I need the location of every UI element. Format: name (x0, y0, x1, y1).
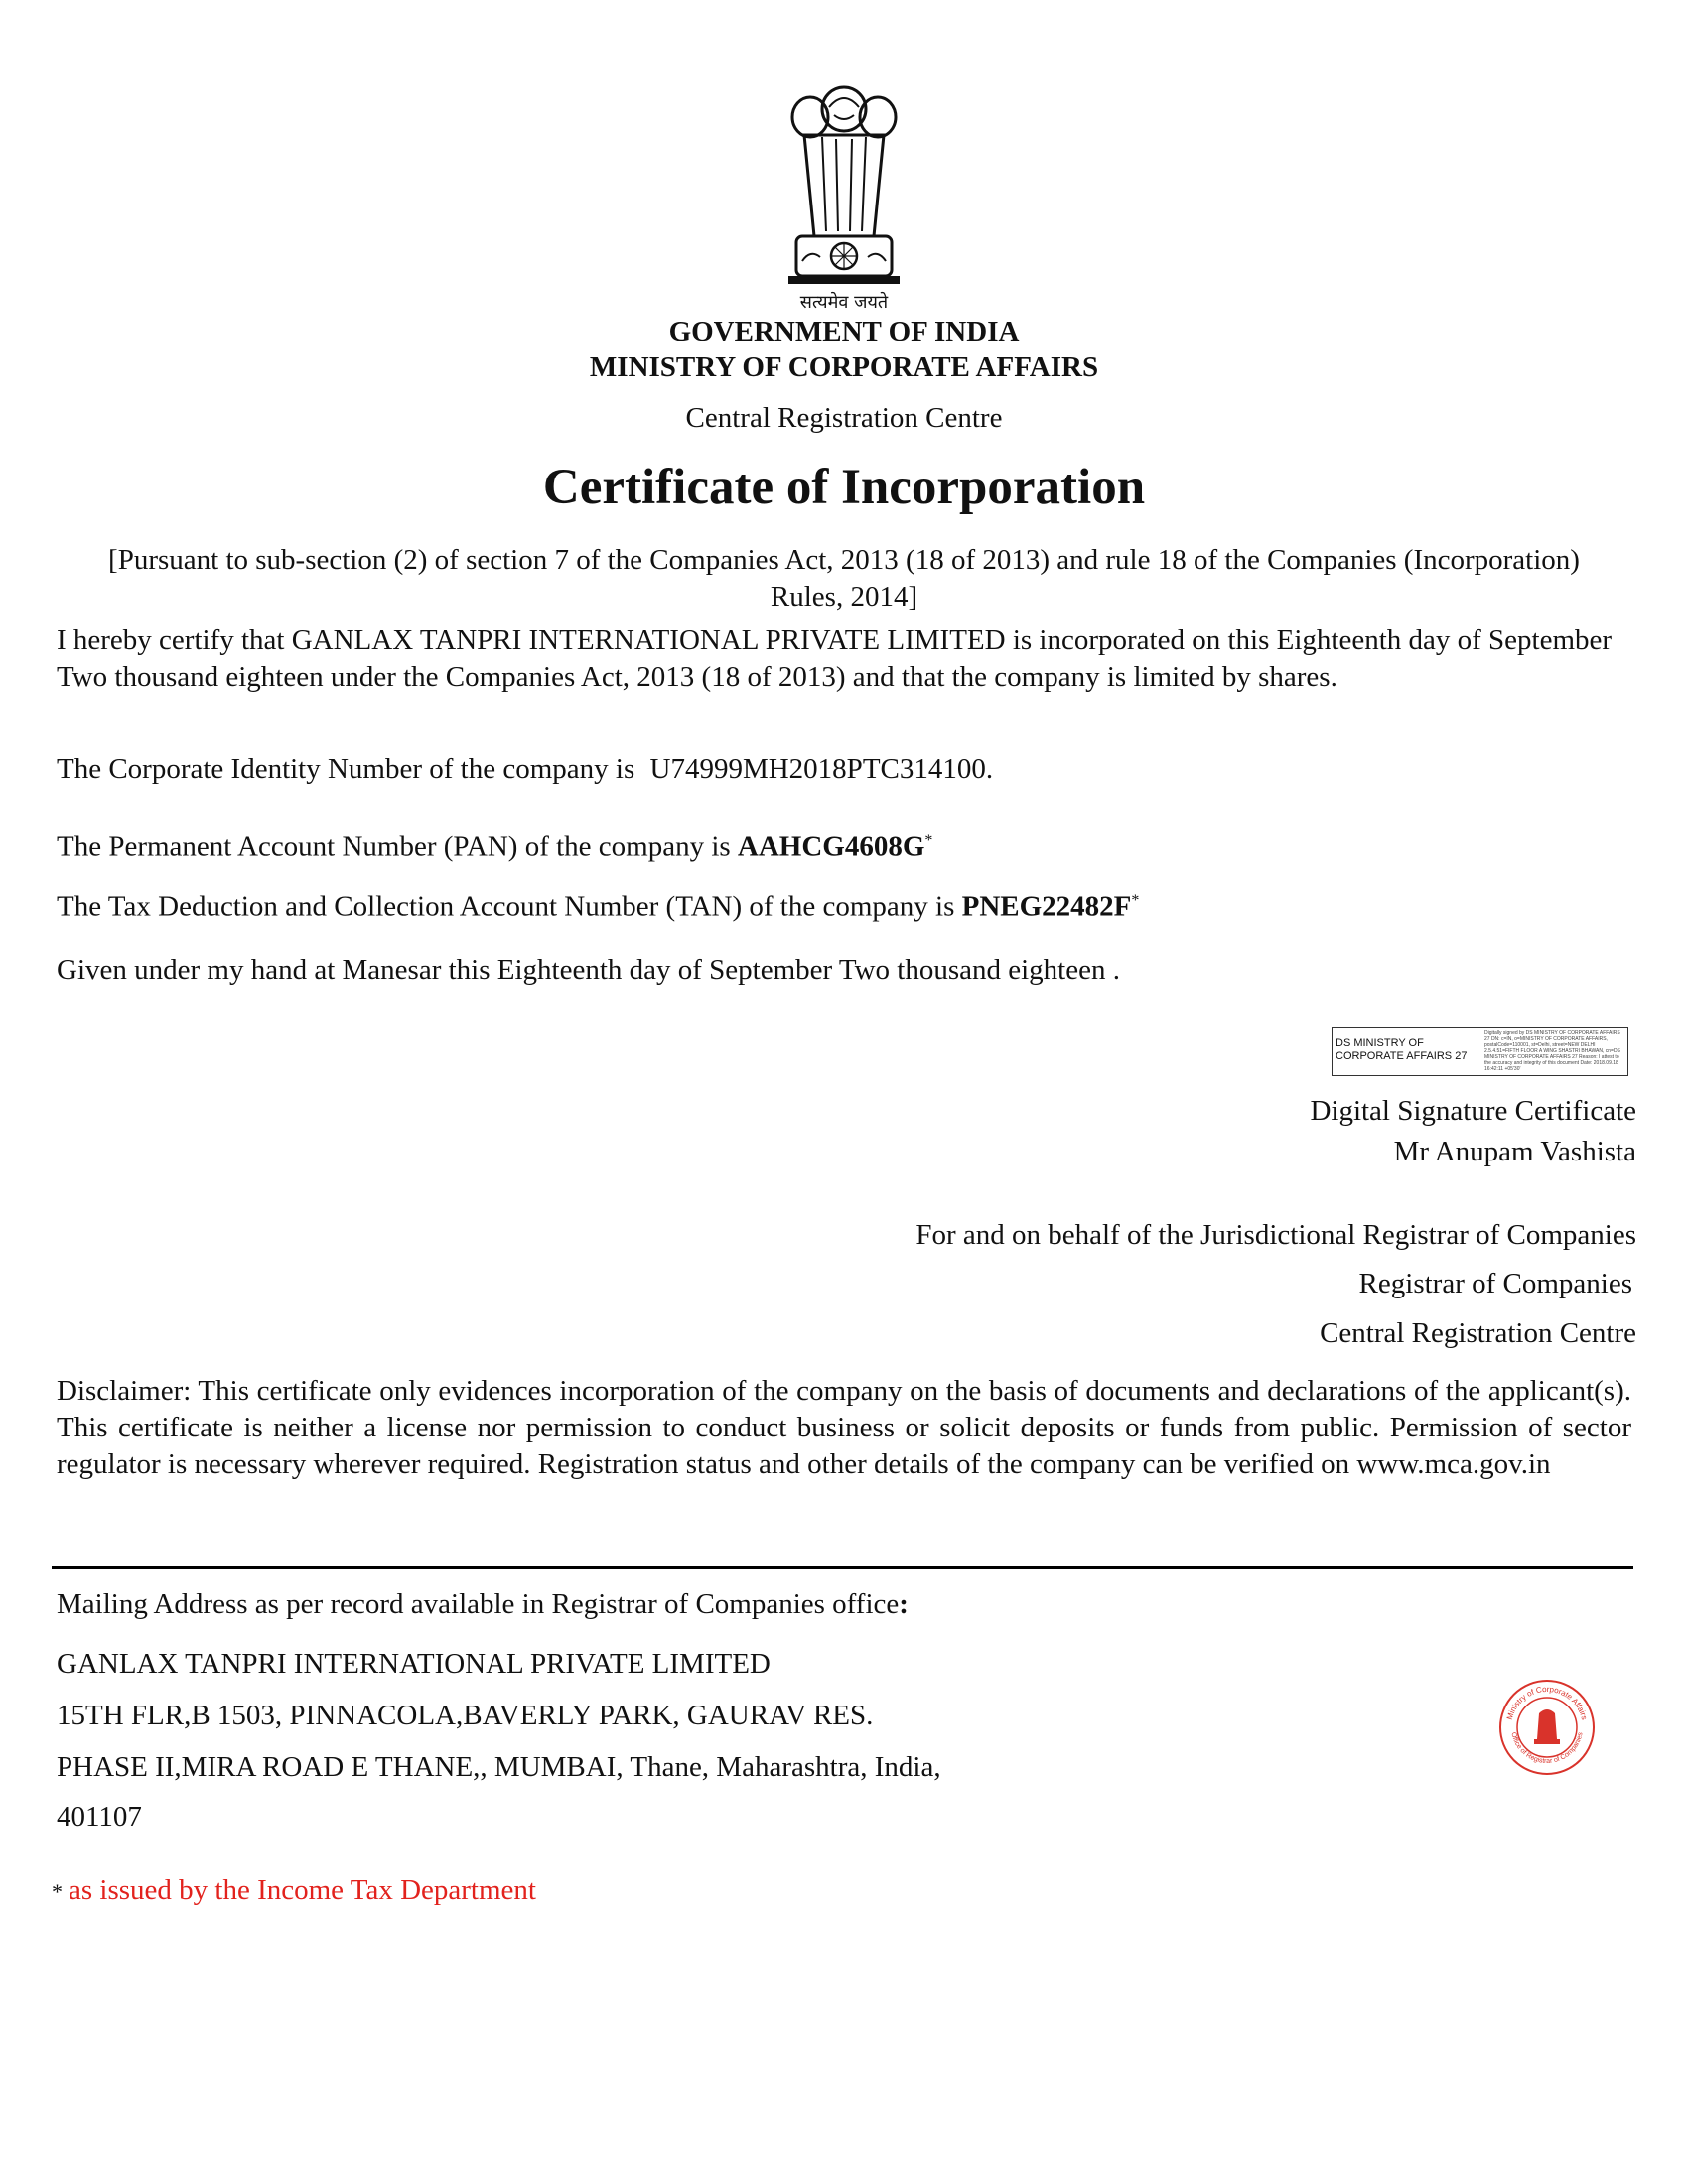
tan-label: The Tax Deduction and Collection Account Number (TAN) of the company is (57, 890, 955, 923)
disclaimer: Disclaimer: This certificate only evidences incorporation of the company on the basis of documents and declarations of the applicant(s). This certificate is neither a license nor permission to conduct business or solicit deposits or funds from public. Permission of sector regulator is necessary wherever required. Registration status and other details of the company can be verified on www.mca.gov.in (57, 1375, 1631, 1480)
mailing-heading-colon: : (899, 1588, 909, 1620)
seal-text-top: Ministry of Corporate Affairs (1504, 1684, 1590, 1721)
footnote-asterisk: * (52, 1879, 63, 1904)
cin-label: The Corporate Identity Number of the company is (57, 753, 635, 785)
footnote-text: as issued by the Income Tax Department (69, 1874, 536, 1906)
pan-asterisk: * (924, 832, 933, 849)
tan-line (57, 883, 1139, 926)
certification-statement: I hereby certify that GANLAX TANPRI INTERNATIONAL PRIVATE LIMITED is incorporated on this Eighteenth day of September Two thousand eighteen under the Companies Act, 2013 (18 of 2013) and that the company is limited by shares. (57, 624, 1613, 693)
registrar-centre: Central Registration Centre (1320, 1317, 1636, 1349)
mailing-heading-text: Mailing Address as per record available in Registrar of Companies office (57, 1588, 900, 1620)
mailing-heading (57, 1586, 909, 1623)
header-centre: Central Registration Centre (685, 402, 1003, 434)
tan-value: PNEG22482F (961, 890, 1132, 923)
ashoka-lion-emblem-icon (774, 77, 914, 316)
signer-line-2: CORPORATE AFFAIRS 27 (1336, 1050, 1468, 1062)
address-pincode: 401107 (57, 1801, 142, 1833)
dsc-label: Digital Signature Certificate (1310, 1095, 1636, 1127)
digital-signature-box[interactable] (1332, 1027, 1628, 1076)
cin-line (57, 751, 993, 788)
registrar-title: Registrar of Companies (1358, 1268, 1632, 1299)
address-line-1: 15TH FLR,B 1503, PINNACOLA,BAVERLY PARK, GAURAV RES. (57, 1700, 874, 1731)
address-company-name: GANLAX TANPRI INTERNATIONAL PRIVATE LIMITED (57, 1648, 771, 1680)
given-under-hand: Given under my hand at Manesar this Eighteenth day of September Two thousand eighteen . (57, 954, 1120, 986)
header-ministry: MINISTRY OF CORPORATE AFFAIRS (589, 351, 1099, 383)
on-behalf-line: For and on behalf of the Jurisdictional Registrar of Companies (915, 1219, 1636, 1251)
emblem-motto: सत्यमेव जयते (799, 292, 889, 313)
pan-label: The Permanent Account Number (PAN) of the company is (57, 830, 731, 863)
pursuant-clause: [Pursuant to sub-section (2) of section 7 of the Companies Act, 2013 (18 of 2013) and rule 18 of the Companies (Incorporation) Rules, 2014] (108, 544, 1580, 613)
seal-text-bottom: Office of Registrar of Companies (1509, 1731, 1585, 1766)
pan-line (57, 822, 932, 866)
section-divider (52, 1566, 1633, 1569)
pan-value: AAHCG4608G (737, 830, 925, 863)
address-line-2: PHASE II,MIRA ROAD E THANE,, MUMBAI, Thane, Maharashtra, India, (57, 1751, 941, 1783)
signature-box-signer (1336, 1037, 1467, 1063)
tan-asterisk: * (1131, 892, 1140, 909)
registrar-seal (1497, 1678, 1597, 1777)
signature-box-details: Digitally signed by DS MINISTRY OF CORPORATE AFFAIRS 27 DN: c=IN, o=MINISTRY OF CORPORATE AFFAIRS, postalCode=110001, st=Delhi, street=NEW DELHI 2.5.4.51=FIFTH FLOOR A WING SHASTRI BHAWAN, cn=DS MINISTRY OF CORPORATE AFFAIRS 27 Reason: I attest to the accuracy and integrity of this document Date: 2018.09.18 16:42:11 +05'30' (1484, 1030, 1620, 1072)
document-title: Certificate of Incorporation (542, 460, 1146, 515)
header-government: GOVERNMENT OF INDIA (668, 316, 1020, 347)
registrar-seal-icon (1497, 1678, 1597, 1777)
cin-value: U74999MH2018PTC314100. (649, 753, 994, 785)
national-emblem (774, 77, 914, 316)
signer-name: Mr Anupam Vashista (1393, 1136, 1636, 1167)
signer-line-1: DS MINISTRY OF (1336, 1037, 1424, 1049)
footnote (52, 1874, 536, 1907)
